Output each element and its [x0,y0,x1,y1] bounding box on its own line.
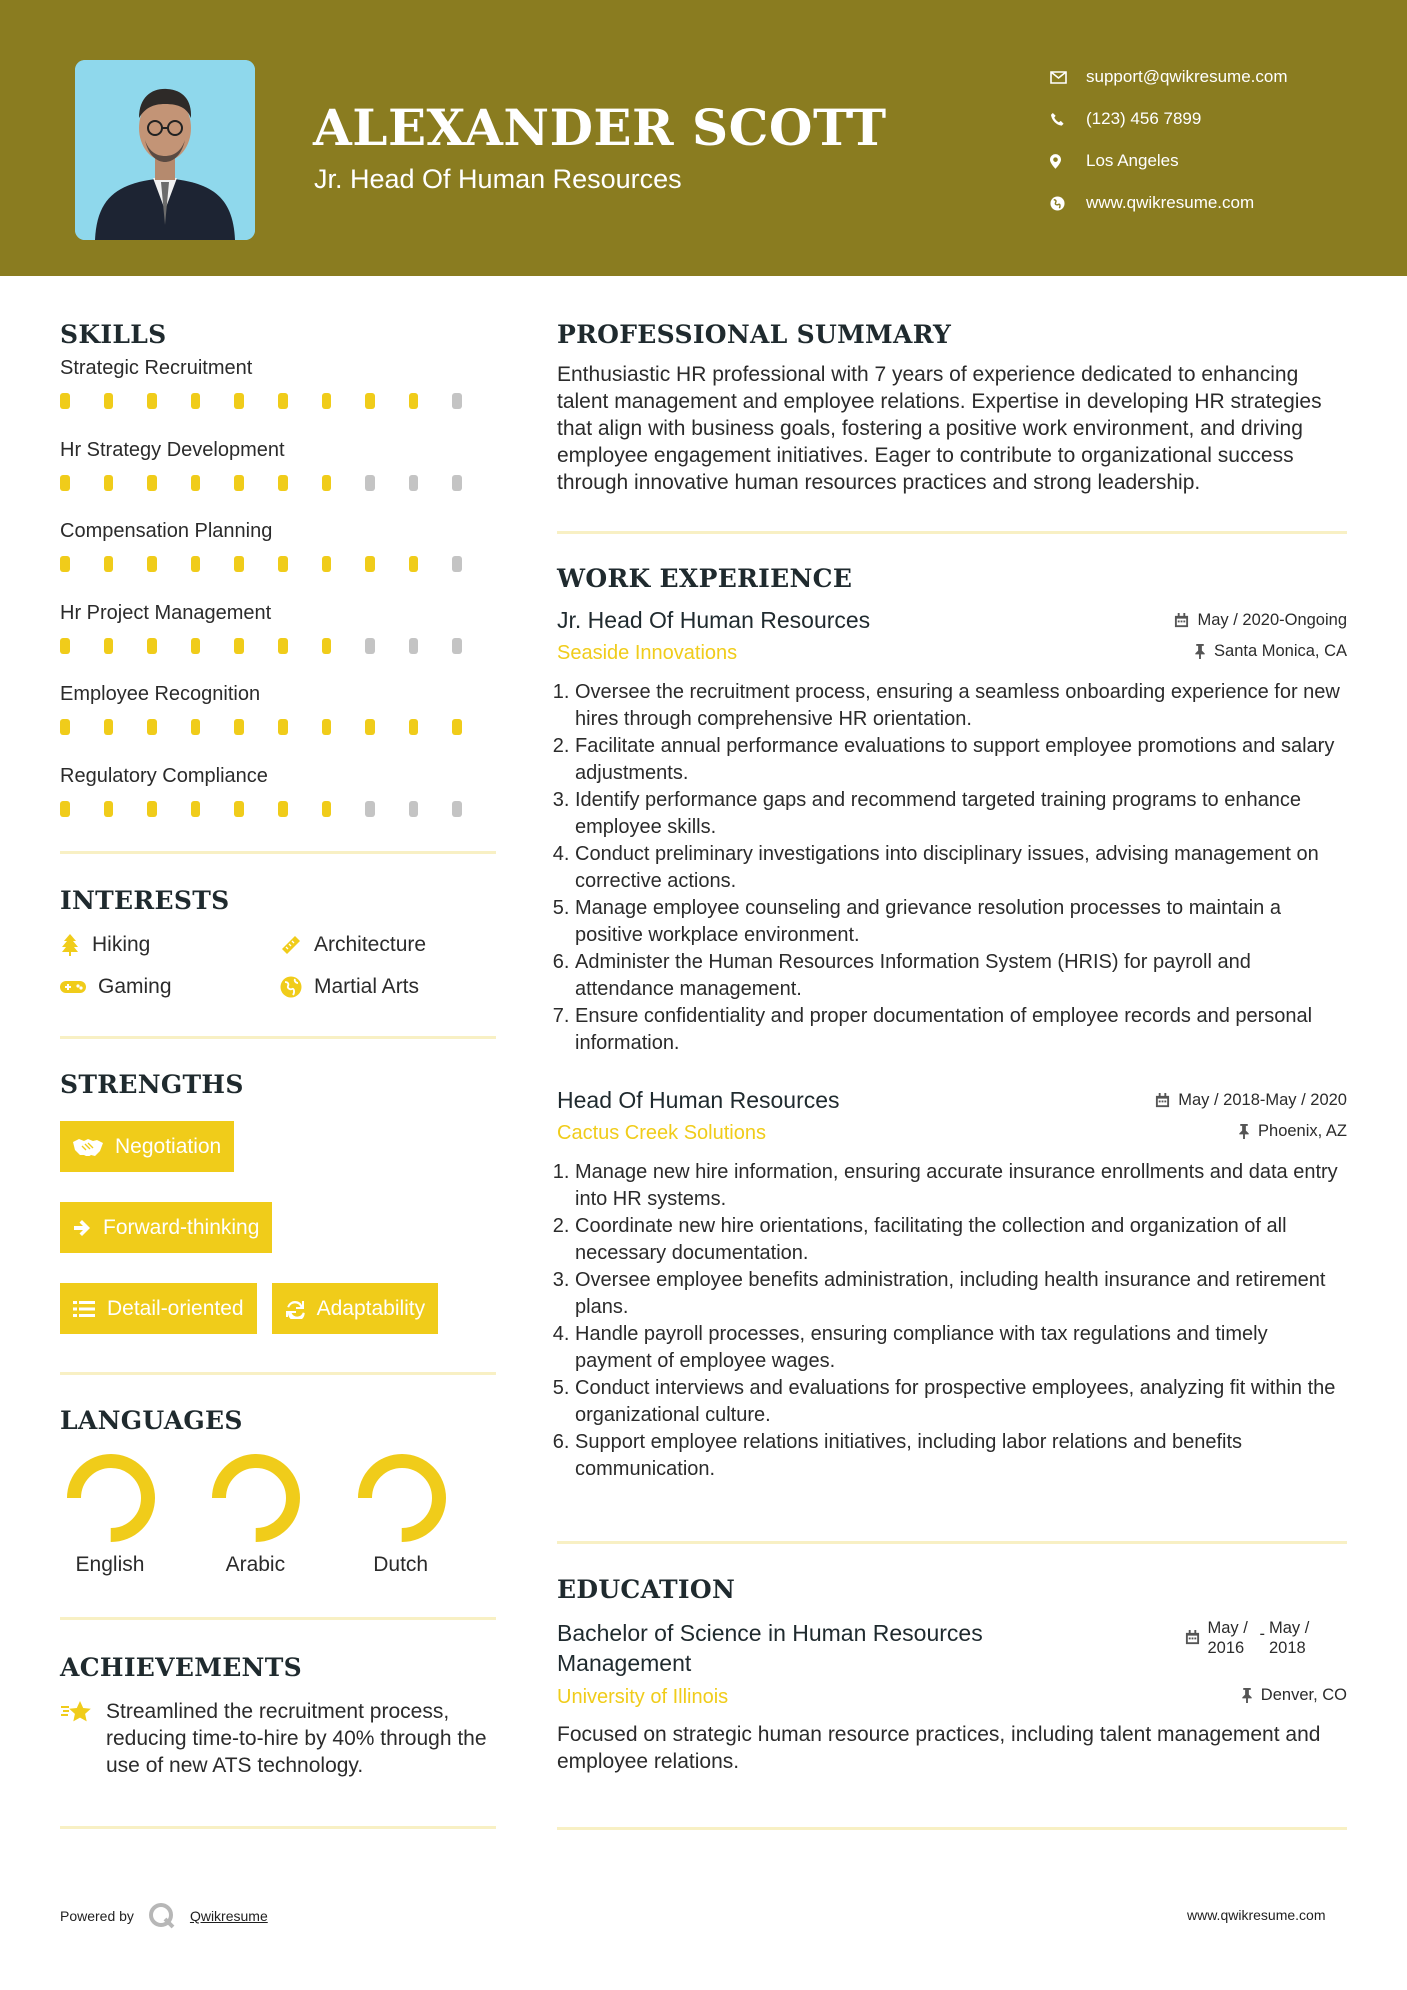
job-location-text: Phoenix, AZ [1258,1122,1347,1140]
pushpin-icon [1194,644,1206,659]
rating-dot-filled [60,638,70,654]
strengths-list [60,1121,496,1334]
profile-photo [75,60,255,240]
rating-dot-filled [104,556,114,572]
language-gauge [211,1453,301,1543]
summary-text: Enthusiastic HR professional with 7 years of experience dedicated to enhancing talent management and employee relations. Expertise in developing HR strategies that align with business goals, fostering a positive work environment, and driving employee engagement initiatives. Eager to contribute to organizational success through innovative human resources practices and strong leadership. [557,363,1322,494]
gamepad-icon [60,979,86,995]
pushpin-icon [1238,1124,1250,1139]
duty-item: 2. Coordinate new hire orientations, facilitating the collection and organization of all necessary documentation. [575,1213,1347,1267]
section-divider [557,531,1347,534]
duty-item: 6. Administer the Human Resources Information System (HRIS) for payroll and attendance management. [575,949,1347,1003]
handshake-icon [73,1138,103,1156]
skill-rating [60,393,496,409]
arrow-right-icon [73,1219,91,1237]
rating-dot-filled [191,719,201,735]
rating-dot-filled [278,556,288,572]
rating-dot-filled [191,475,201,491]
languages-heading: LANGUAGES [60,1406,243,1435]
qwikresume-logo-icon [148,1902,176,1930]
rating-dot-filled [322,475,332,491]
section-divider [557,1827,1347,1830]
skill-rating [60,719,496,735]
rating-dot-filled [60,719,70,735]
section-divider [60,1372,496,1375]
strength-label: Detail-oriented [107,1296,244,1320]
contact-location [1050,140,1288,182]
skill-item [60,439,496,513]
map-pin-icon [1050,154,1072,169]
rating-dot-filled [234,719,244,735]
interest-item [280,933,496,957]
rating-dot-filled [147,719,157,735]
job-duties [557,1159,1347,1483]
refresh-icon [285,1299,305,1319]
qwikresume-link[interactable]: Qwikresume [189,1908,268,1924]
duty-item: 2. Facilitate annual performance evaluations to support employee promotions and salary adjustments. [575,733,1347,787]
duty-item: 1. Manage new hire information, ensuring accurate insurance enrollments and data entry into HR systems. [575,1159,1347,1213]
rating-dot-empty [365,801,375,817]
section-divider [60,851,496,854]
right-column [557,320,1347,1830]
pencil-ruler-icon [280,934,302,956]
job-dates-text: May / 2018-May / 2020 [1178,1091,1347,1109]
rating-dot-filled [147,393,157,409]
rating-dot-empty [365,475,375,491]
interests-list [60,933,496,999]
duty-item: 6. Support employee relations initiatives, including labor relations and benefits communication. [575,1429,1347,1483]
language-item [351,1453,496,1577]
rating-dot-empty [409,638,419,654]
achievements-heading: ACHIEVEMENTS [60,1653,302,1682]
rating-dot-filled [452,719,462,735]
education-description: Focused on strategic human resource practices, including talent management and employee relations. [557,1723,1321,1773]
rating-dot-filled [322,719,332,735]
achievement-text: Streamlined the recruitment process, reducing time-to-hire by 40% through the use of new ATS technology. [106,1700,487,1777]
rating-dot-filled [365,556,375,572]
rating-dot-filled [409,556,419,572]
language-gauge-arc [365,1461,439,1535]
person-portrait-icon [75,60,255,240]
skill-rating [60,475,496,491]
tree-icon [60,934,80,956]
language-gauge [357,1453,447,1543]
rating-dot-filled [365,719,375,735]
interest-item [60,933,280,957]
rating-dot-filled [60,475,70,491]
envelope-icon [1050,71,1072,84]
footer-url[interactable]: www.qwikresume.com [1187,1907,1326,1923]
rating-dot-filled [278,475,288,491]
skills-list [60,357,496,838]
calendar-icon [1185,1630,1200,1645]
summary-heading: PROFESSIONAL SUMMARY [557,320,952,349]
rating-dot-filled [234,801,244,817]
duty-item: 4. Handle payroll processes, ensuring compliance with tax regulations and timely payment of employee wages. [575,1321,1347,1375]
strength-label: Forward-thinking [103,1215,260,1239]
rating-dot-filled [278,801,288,817]
rating-dot-filled [322,801,332,817]
strengths-heading: STRENGTHS [60,1070,244,1099]
education-location-text: Denver, CO [1260,1686,1347,1704]
interest-label: Gaming [98,975,172,998]
skill-name: Hr Project Management [60,601,272,624]
experience-heading: WORK EXPERIENCE [557,564,853,593]
rating-dot-filled [147,801,157,817]
skill-item [60,683,496,757]
rating-dot-filled [60,556,70,572]
contact-phone[interactable] [1050,98,1288,140]
duty-item: 1. Oversee the recruitment process, ensuring a seamless onboarding experience for new hires through comprehensive HR orientation. [575,679,1347,733]
language-label: English [75,1553,145,1576]
company-name: Cactus Creek Solutions [557,1122,766,1144]
job-title: Jr. Head Of Human Resources [557,607,871,633]
education-entry [557,1618,1347,1775]
interest-label: Martial Arts [314,975,420,998]
rating-dot-empty [452,801,462,817]
education-start: May / 2016 [1207,1619,1248,1657]
duty-item: 3. Oversee employee benefits administration, including health insurance and retirement plans. [575,1267,1347,1321]
rating-dot-empty [409,801,419,817]
strength-badge [60,1283,257,1334]
skill-name: Compensation Planning [60,520,273,542]
rating-dot-filled [234,556,244,572]
education-dates: May / 2016 - May / 2018 [1185,1618,1322,1658]
rating-dot-filled [234,475,244,491]
language-item [60,1453,205,1577]
company-name: Seaside Innovations [557,642,738,664]
duty-item: 5. Conduct interviews and evaluations for prospective employees, analyzing fit within the organizational culture. [575,1375,1347,1429]
rating-dot-filled [104,801,114,817]
calendar-icon [1155,1093,1170,1108]
degree-name: Bachelor of Science in Human Resources Management [557,1620,983,1676]
candidate-name: ALEXANDER SCOTT [313,98,887,157]
job-title: Head Of Human Resources [557,1087,840,1113]
contact-list [1050,56,1288,224]
rating-dot-empty [365,638,375,654]
rating-dot-empty [452,556,462,572]
candidate-title: Jr. Head Of Human Resources [314,164,682,194]
language-gauge [66,1453,156,1543]
rating-dot-filled [278,719,288,735]
job-duties [557,679,1347,1057]
job-dates [1174,611,1347,630]
education-location [1241,1686,1347,1705]
duty-item: 4. Conduct preliminary investigations into disciplinary issues, advising management on corrective actions. [575,841,1347,895]
duty-item: 5. Manage employee counseling and grievance resolution processes to maintain a positive workplace environment. [575,895,1347,949]
interest-label: Architecture [314,933,427,956]
calendar-icon [1174,613,1189,628]
rating-dot-filled [234,638,244,654]
rating-dot-filled [322,556,332,572]
language-gauge-arc [219,1461,293,1535]
skills-heading: SKILLS [60,320,167,349]
job-dates-text: May / 2020-Ongoing [1197,611,1347,629]
header-banner [0,0,1407,276]
list-icon [73,1300,95,1318]
contact-location-text: Los Angeles [1086,151,1179,170]
rating-dot-filled [191,801,201,817]
skill-name: Employee Recognition [60,683,261,705]
pushpin-icon [1241,1688,1253,1703]
globe-icon [1050,196,1072,211]
school-name: University of Illinois [557,1686,729,1708]
job-location [1238,1122,1347,1141]
achievement-item [60,1698,496,1779]
job-location [1194,642,1347,661]
rating-dot-filled [322,393,332,409]
interest-label: Hiking [92,933,151,956]
language-item [205,1453,350,1577]
education-heading: EDUCATION [557,1575,736,1604]
contact-website-text: www.qwikresume.com [1086,193,1255,212]
rating-dot-filled [365,393,375,409]
strength-label: Negotiation [115,1134,222,1158]
skill-rating [60,801,496,817]
skill-item [60,602,496,676]
rating-dot-filled [104,719,114,735]
section-divider [557,1541,1347,1544]
rating-dot-filled [234,393,244,409]
interests-heading: INTERESTS [60,886,230,915]
duty-item: 7. Ensure confidentiality and proper documentation of employee records and personal information. [575,1003,1347,1057]
powered-by-label: Powered by [60,1908,134,1924]
language-label: Arabic [225,1553,286,1576]
rating-dot-filled [104,475,114,491]
star-icon [60,1700,92,1726]
strength-badge [60,1202,272,1253]
interest-item [280,975,496,999]
rating-dot-filled [191,638,201,654]
rating-dot-empty [452,475,462,491]
rating-dot-filled [147,556,157,572]
rating-dot-filled [409,393,419,409]
rating-dot-empty [452,393,462,409]
strength-label: Adaptability [316,1296,426,1320]
language-label: Dutch [373,1553,429,1576]
contact-email-text: support@qwikresume.com [1086,67,1288,86]
rating-dot-empty [409,475,419,491]
skill-name: Strategic Recruitment [60,357,253,379]
skill-rating [60,638,496,654]
rating-dot-filled [322,638,332,654]
rating-dot-filled [191,393,201,409]
education-end: May / 2018 [1269,1619,1310,1657]
skill-name: Regulatory Compliance [60,764,268,787]
contact-phone-text: (123) 456 7899 [1086,109,1202,128]
languages-list [60,1453,496,1577]
job-entry [557,1087,1347,1483]
duty-item: 3. Identify performance gaps and recommend targeted training programs to enhance employee skills. [575,787,1347,841]
section-divider [60,1036,496,1039]
strength-badge [272,1283,439,1334]
rating-dot-filled [147,475,157,491]
skill-item [60,765,496,839]
language-gauge-arc [74,1461,148,1535]
rating-dot-filled [60,393,70,409]
skill-item [60,357,496,431]
skill-name: Hr Strategy Development [60,438,285,461]
interest-item [60,975,280,999]
job-location-text: Santa Monica, CA [1214,642,1347,660]
section-divider [60,1826,496,1829]
contact-website[interactable] [1050,182,1288,224]
rating-dot-filled [278,393,288,409]
globe-icon [280,976,302,998]
job-entry [557,607,1347,1057]
rating-dot-filled [278,638,288,654]
rating-dot-filled [409,719,419,735]
left-column [60,320,496,1829]
footer-powered-by [60,1902,268,1930]
rating-dot-filled [104,393,114,409]
skill-item [60,520,496,594]
strength-badge [60,1121,234,1172]
phone-icon [1050,112,1072,127]
rating-dot-filled [191,556,201,572]
job-dates [1155,1091,1347,1110]
rating-dot-filled [147,638,157,654]
section-divider [60,1617,496,1620]
rating-dot-empty [452,638,462,654]
rating-dot-filled [60,801,70,817]
rating-dot-filled [104,638,114,654]
contact-email[interactable] [1050,56,1288,98]
skill-rating [60,556,496,572]
